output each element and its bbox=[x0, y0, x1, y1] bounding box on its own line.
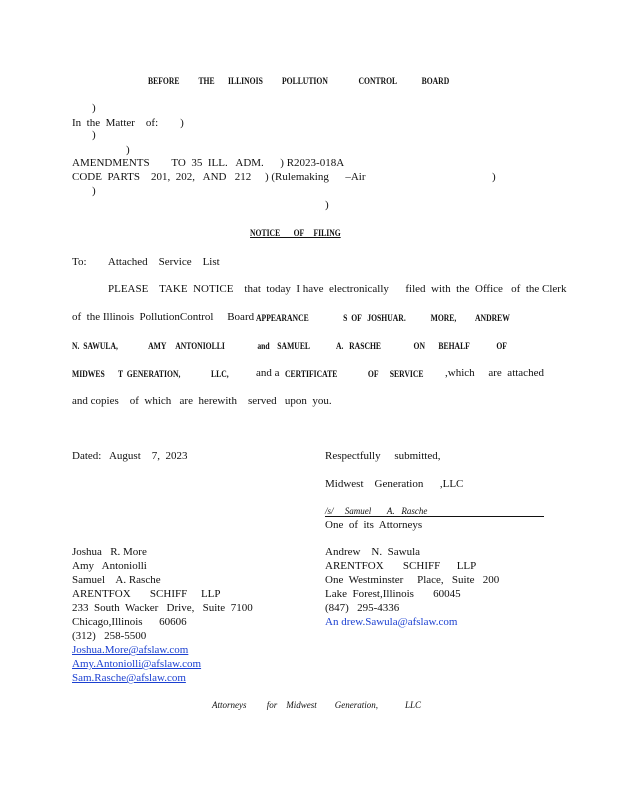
caption-paren: ) bbox=[92, 185, 96, 197]
caption-paren: ) bbox=[92, 129, 96, 141]
signature-line bbox=[325, 516, 544, 517]
body-line-4a: MIDWES T GENERATION, LLC, bbox=[72, 369, 229, 379]
firm-name: ARENTFOX SCHIFF LLP bbox=[72, 588, 221, 600]
caption-paren: ) bbox=[92, 102, 96, 114]
address-line: One Westminster Place, Suite 200 bbox=[325, 574, 500, 586]
caption-amendments: AMENDMENTS TO 35 ILL. ADM. ) R2023-018A bbox=[72, 157, 345, 169]
page-title: BEFORE THE ILLINOIS POLLUTION CONTROL BOARD bbox=[148, 76, 450, 86]
body-line-4b: and a bbox=[256, 367, 280, 379]
signature: /s/ Samuel A. Rasche bbox=[325, 506, 428, 516]
caption-code-parts: CODE PARTS 201, 202, AND 212 ) (Rulemaking –Air ) bbox=[72, 171, 496, 183]
email-link[interactable]: Joshua.More@afslaw.com bbox=[72, 644, 189, 656]
email-link[interactable]: Amy.Antoniolli@afslaw.com bbox=[72, 658, 202, 670]
firm-name: Midwest Generation ,LLC bbox=[325, 478, 464, 490]
caption-paren: ) bbox=[325, 199, 329, 211]
body-line-2b: APPEARANCE S OF JOSHUAR. MORE, ANDREW bbox=[256, 313, 510, 323]
body-line-3: N. SAWULA, AMY ANTONIOLLI and SAMUEL A. RASCHE ON BEHALF OF bbox=[72, 341, 507, 351]
body-line-1: PLEASE TAKE NOTICE that today I have electronically filed with the Office of the Clerk bbox=[108, 283, 567, 295]
caption-paren: ) bbox=[126, 144, 130, 156]
address-line: Lake Forest,Illinois 60045 bbox=[325, 588, 461, 600]
dated-line: Dated: August 7, 2023 bbox=[72, 450, 188, 462]
phone: (847) 295-4336 bbox=[325, 602, 400, 614]
email-link[interactable]: Sam.Rasche@afslaw.com bbox=[72, 672, 186, 684]
phone: (312) 258-5500 bbox=[72, 630, 147, 642]
body-line-5: and copies of which are herewith served upon you. bbox=[72, 395, 332, 407]
body-line-2a: of the Illinois PollutionControl Board bbox=[72, 311, 255, 323]
attorney-name: Samuel A. Rasche bbox=[72, 574, 161, 586]
attorney-name: Amy Antoniolli bbox=[72, 560, 147, 572]
address-line: Chicago,Illinois 60606 bbox=[72, 616, 187, 628]
attorney-name: Joshua R. More bbox=[72, 546, 147, 558]
email-link[interactable]: An drew.Sawula@afslaw.com bbox=[325, 616, 458, 628]
attorney-name: Andrew N. Sawula bbox=[325, 546, 421, 558]
body-line-4c: CERTIFICATE OF SERVICE bbox=[285, 369, 424, 379]
footer-attorneys: Attorneys for Midwest Generation, LLC bbox=[212, 700, 421, 710]
respectfully-submitted: Respectfully submitted, bbox=[325, 450, 441, 462]
one-of-attorneys: One of its Attorneys bbox=[325, 519, 423, 531]
address-line: 233 South Wacker Drive, Suite 7100 bbox=[72, 602, 253, 614]
notice-title: NOTICE OF FILING bbox=[250, 228, 341, 238]
firm-name: ARENTFOX SCHIFF LLP bbox=[325, 560, 477, 572]
to-line: To: Attached Service List bbox=[72, 256, 220, 268]
caption-matter: In the Matter of: ) bbox=[72, 117, 184, 129]
body-line-4d: ,which are attached bbox=[445, 367, 544, 379]
